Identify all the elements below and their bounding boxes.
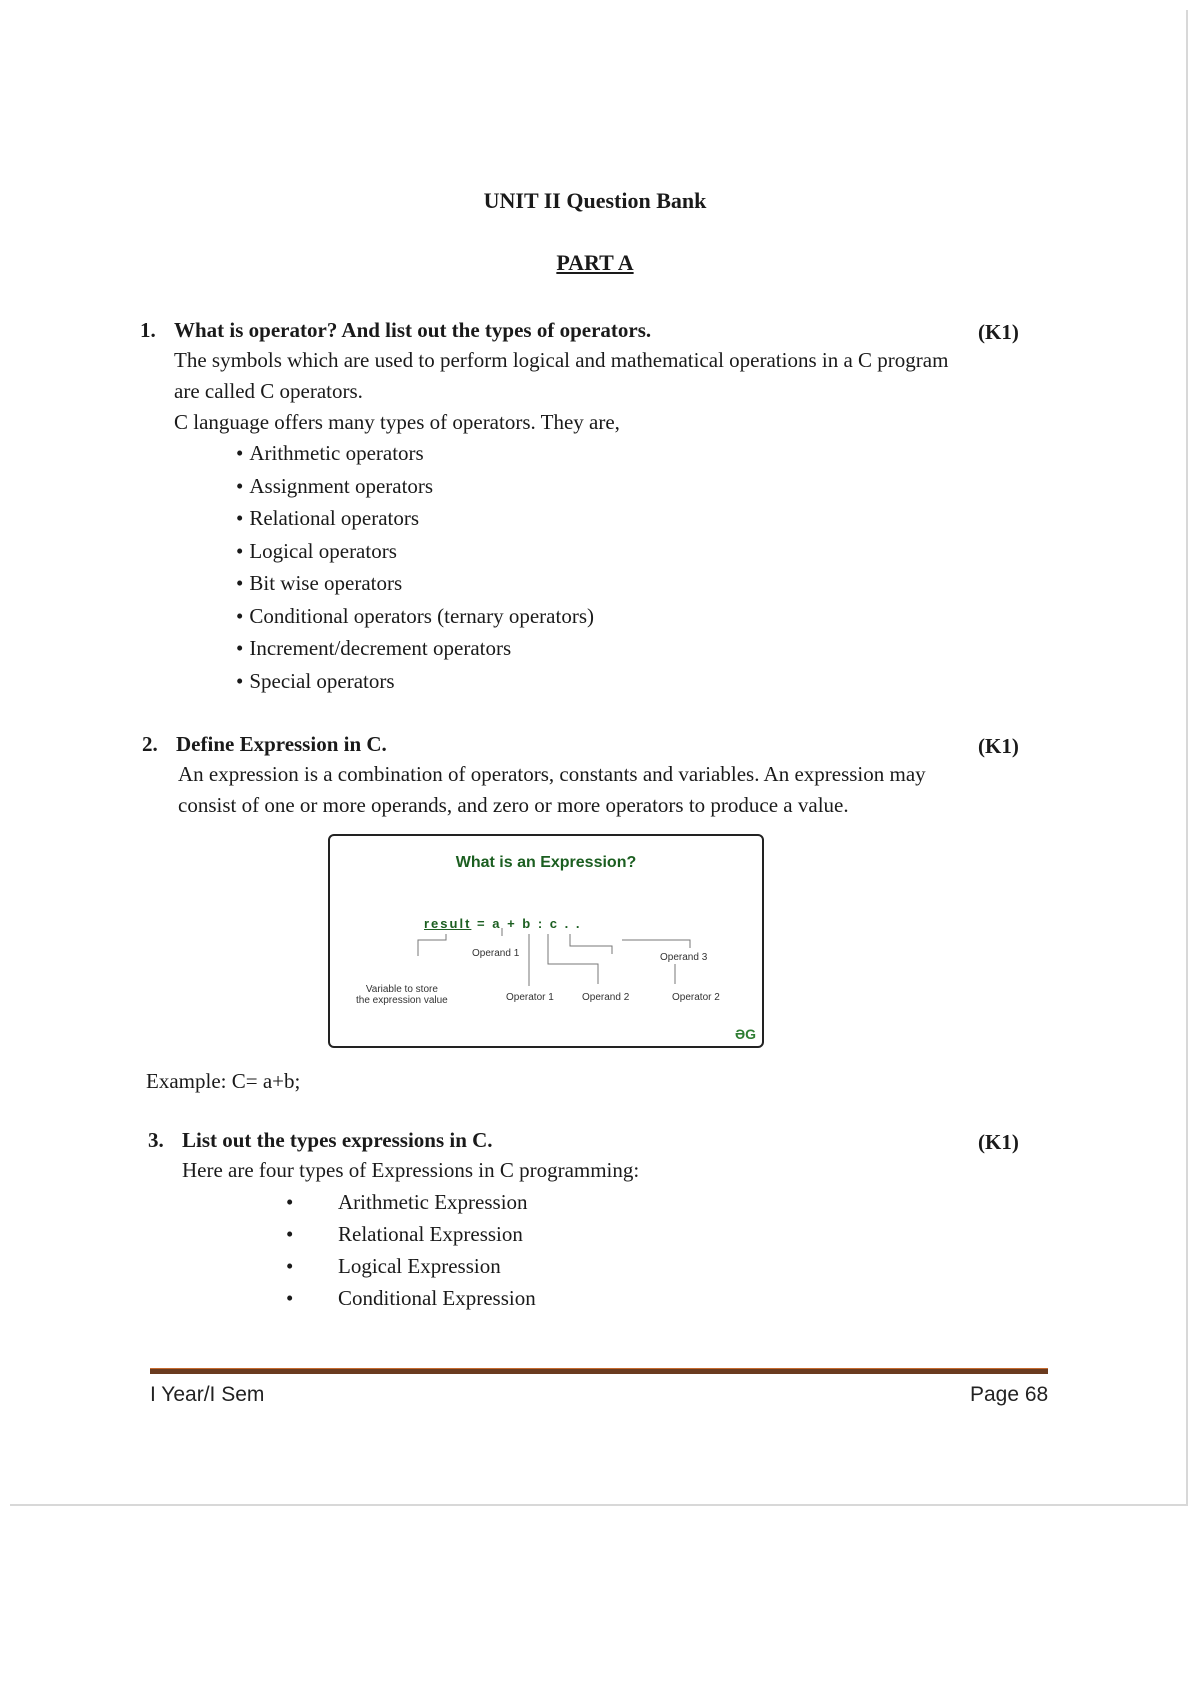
diagram-title: What is an Expression? xyxy=(455,854,637,871)
list-item: • Arithmetic operators xyxy=(236,437,594,470)
page-number: Page 68 xyxy=(970,1383,1049,1406)
answer-line: are called C operators. xyxy=(174,379,363,403)
list-item: • Conditional Expression xyxy=(286,1282,536,1314)
expression-diagram xyxy=(328,834,764,1048)
answer-text xyxy=(174,345,948,438)
gfg-logo: ƏG xyxy=(734,1026,756,1042)
question-3-heading xyxy=(148,1128,493,1153)
label-operand-3: Operand 3 xyxy=(660,952,708,963)
list-item: • Conditional operators (ternary operators) xyxy=(236,600,594,633)
question-number: 3. xyxy=(148,1128,164,1152)
expression-types-list xyxy=(286,1186,536,1314)
knowledge-level-tag: (K1) xyxy=(978,320,1019,344)
label-operator-2: Operator 2 xyxy=(672,992,720,1003)
question-2-heading xyxy=(142,732,387,757)
answer-line: C language offers many types of operators. They are, xyxy=(174,410,620,434)
answer-line: consist of one or more operands, and zero or more operators to produce a value. xyxy=(178,793,849,817)
diagram-connectors xyxy=(330,836,762,1046)
knowledge-level-tag: (K1) xyxy=(978,1130,1019,1154)
list-item: • Relational Expression xyxy=(286,1218,536,1250)
part-heading: PART A xyxy=(556,250,634,275)
document-title: UNIT II Question Bank xyxy=(483,188,707,213)
equation-rest: = a + b : c . . xyxy=(477,916,582,931)
label-operand-1: Operand 1 xyxy=(472,948,520,959)
list-item: • Special operators xyxy=(236,665,594,698)
list-item: • Logical Expression xyxy=(286,1250,536,1282)
question-number: 1. xyxy=(140,318,156,342)
question-text: What is operator? And list out the types of operators. xyxy=(174,318,652,342)
list-item: • Logical operators xyxy=(236,535,594,568)
equation-result: result xyxy=(424,916,472,931)
list-item: • Assignment operators xyxy=(236,470,594,503)
operator-types-list xyxy=(236,437,594,697)
label-variable: Variable to store the expression value xyxy=(356,984,448,1006)
question-text: List out the types expressions in C. xyxy=(182,1128,493,1152)
answer-line: An expression is a combination of operators, constants and variables. An expression may xyxy=(178,762,926,786)
question-1-heading xyxy=(140,318,651,343)
list-item: • Relational operators xyxy=(236,502,594,535)
label-operand-2: Operand 2 xyxy=(582,992,630,1003)
label-operator-1: Operator 1 xyxy=(506,992,554,1003)
answer-text xyxy=(178,759,926,821)
list-item: • Increment/decrement operators xyxy=(236,632,594,665)
answer-text: Here are four types of Expressions in C programming: xyxy=(182,1158,640,1182)
example-text: Example: C= a+b; xyxy=(146,1069,301,1093)
footer-left: I Year/I Sem xyxy=(150,1383,265,1406)
question-text: Define Expression in C. xyxy=(176,732,387,756)
list-item: • Bit wise operators xyxy=(236,567,594,600)
list-item: • Arithmetic Expression xyxy=(286,1186,536,1218)
question-number: 2. xyxy=(142,732,158,756)
knowledge-level-tag: (K1) xyxy=(978,734,1019,758)
answer-line: The symbols which are used to perform logical and mathematical operations in a C program xyxy=(174,348,949,372)
footer-rule xyxy=(150,1368,1048,1374)
